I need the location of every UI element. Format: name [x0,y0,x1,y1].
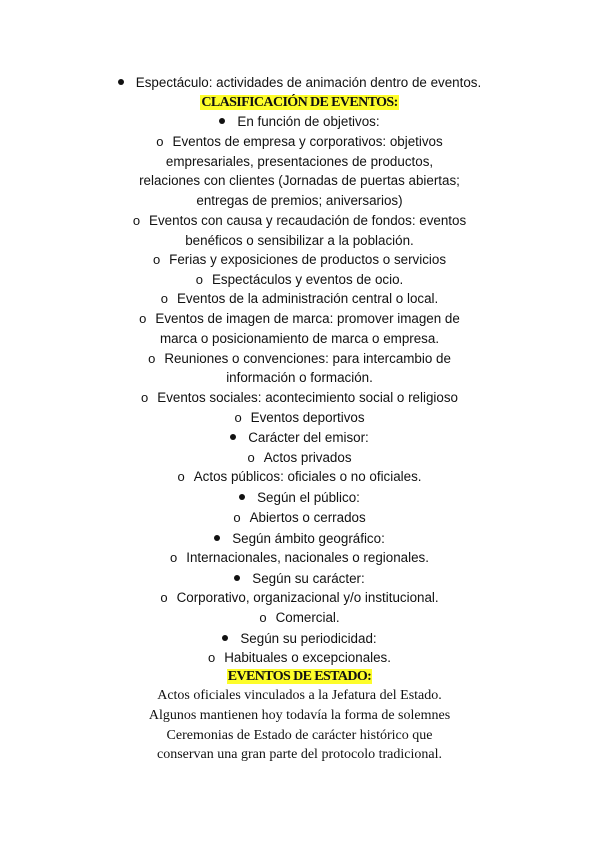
circle-bullet-icon: o [177,469,185,484]
bullet-text: Según ámbito geográfico: [232,531,385,546]
item-text: Eventos sociales: acontecimiento social o religioso [157,390,458,405]
heading-clasificacion [0,93,599,112]
heading-text: EVENTOS DE ESTADO: [227,669,372,684]
bullet-item [0,570,599,588]
list-item [0,133,599,151]
list-item [0,509,599,527]
bullet-dot-icon [230,434,236,440]
circle-bullet-icon: o [247,450,255,465]
item-text: Eventos de la administración central o local. [176,291,439,306]
bullet-text: Según su periodicidad: [240,631,377,646]
circle-bullet-icon: o [139,311,147,326]
circle-bullet-icon: o [170,550,178,565]
list-item [0,290,599,308]
bullet-item [0,429,599,447]
item-text: Eventos de imagen de marca: promover imagen de [155,311,460,326]
list-item [0,609,599,627]
item-text: Internacionales, nacionales o regionales. [186,550,429,565]
bullet-item [0,630,599,648]
list-item [0,251,599,269]
item-continuation: benéficos o sensibilizar a la población. [185,233,414,248]
circle-bullet-icon: o [141,390,149,405]
bullet-dot-icon [222,635,228,641]
list-item [0,589,599,607]
bullet-text: Carácter del emisor: [248,430,369,445]
item-text: Comercial. [275,610,340,625]
circle-bullet-icon: o [160,590,168,605]
item-continuation: empresariales, presentaciones de productos, [165,154,434,169]
bullet-dot-icon [219,118,225,124]
item-continuation: marca o posicionamiento de marca o empresa. [159,331,440,346]
bullet-item [0,113,599,131]
bullet-dot-icon [239,494,245,500]
item-text: Ferias y exposiciones de productos o servicios [169,252,447,267]
item-text: Eventos con causa y recaudación de fondos: eventos [149,213,467,228]
heading-estado [0,667,599,686]
circle-bullet-icon: o [259,610,267,625]
item-continuation: relaciones con clientes (Jornadas de puertas abiertas; [139,173,460,188]
paragraph-line: Algunos mantienen hoy todavía la forma de solemnes [148,708,451,723]
item-text: Actos públicos: oficiales o no oficiales. [193,469,422,484]
item-continuation: entregas de premios; aniversarios) [196,193,403,208]
paragraph-line: Actos oficiales vinculados a la Jefatura del Estado. [157,688,442,703]
circle-bullet-icon: o [132,213,141,228]
list-item [0,389,599,407]
bullet-dot-icon [118,79,124,85]
heading-text: CLASIFICACIÓN DE EVENTOS: [201,95,398,110]
list-item [0,449,599,467]
list-item [0,271,599,289]
bullet-text: Según el público: [257,490,360,505]
item-text: Corporativo, organizacional y/o institucional. [176,590,439,605]
circle-bullet-icon: o [233,510,241,525]
circle-bullet-icon: o [160,291,168,306]
item-text: Eventos deportivos [250,410,365,425]
list-item [0,549,599,567]
bullet-item [0,530,599,548]
list-item [0,350,599,368]
paragraph-line: conservan una gran parte del protocolo tradicional. [157,747,442,762]
circle-bullet-icon: o [195,272,203,287]
bullet-dot-icon [214,535,220,541]
bullet-text: En función de objetivos: [237,114,380,129]
item-text: Reuniones o convenciones: para intercambio de [164,351,451,366]
paragraph-line: Ceremonias de Estado de carácter histórico que [166,728,433,743]
item-text: Espectáculos y eventos de ocio. [211,272,404,287]
list-item [0,468,599,486]
circle-bullet-icon: o [208,650,216,665]
list-item [0,212,599,230]
circle-bullet-icon: o [148,351,156,366]
circle-bullet-icon: o [152,252,161,267]
circle-bullet-icon: o [234,410,242,425]
item-continuation: información o formación. [226,370,373,385]
bullet-dot-icon [234,575,240,581]
item-text: Abiertos o cerrados [249,510,366,525]
list-item [0,649,599,667]
circle-bullet-icon: o [156,134,164,149]
list-item [0,409,599,427]
bullet-item [0,74,599,92]
bullet-text: Según su carácter: [252,571,365,586]
item-text: Habituales o excepcionales. [224,650,391,665]
list-item [0,310,599,328]
bullet-item [0,489,599,507]
item-text: Eventos de empresa y corporativos: objetivos [172,134,443,149]
bullet-text: Espectáculo: actividades de animación dentro de eventos. [135,75,482,90]
item-text: Actos privados [263,450,352,465]
